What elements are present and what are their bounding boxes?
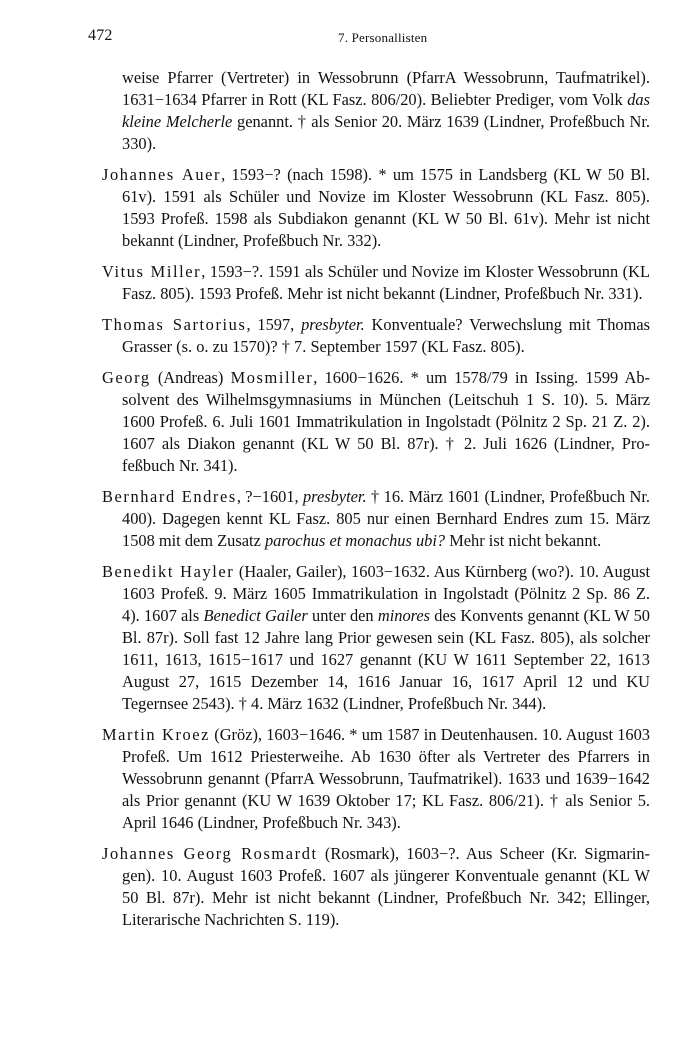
entry-text: (Rosmark), 1603−?. Aus Scheer (Kr. Sigmaringen). 10. August 1603 Profeß. 1607 als jüngerer Konventuale genannt (KL W 50 Bl. 87r). Mehr ist nicht bekannt (Lindner, Profeßbuch Nr. 342; Ellinger, Literarische Nachrichten S. 119). [122, 844, 650, 929]
person-name: Georg [102, 368, 151, 387]
entry-text: genannt. † als Senior 20. März 1639 (Lindner, Profeßbuch Nr. 330). [122, 112, 650, 153]
continuation-paragraph [102, 67, 650, 155]
person-name: Thomas Sartorius [102, 315, 247, 334]
entry-text: , 1593−?. 1591 als Schüler und Novize im Kloster Wessobrunn (KL Fasz. 805). 1593 Profeß. Mehr ist nicht bekannt (Lindner, Profeßbuch Nr. 331). [122, 262, 650, 303]
list-item [102, 561, 650, 715]
person-name: Bernhard Endres [102, 487, 237, 506]
list-item [102, 314, 650, 358]
list-item [102, 164, 650, 252]
person-name: Benedikt Hayler [102, 562, 235, 581]
person-name: Vitus Miller [102, 262, 202, 281]
person-name: Martin Kroez [102, 725, 211, 744]
italic-text: Benedict Gailer [203, 606, 308, 625]
italic-text: das kleine Melcherle [122, 90, 650, 131]
entry-text: weise Pfarrer (Vertreter) in Wessobrunn (PfarrA Wessobrunn, Taufmatrikel). 1631−1634 Pfarrer in Rott (KL Fasz. 806/20). Beliebter Prediger, vom Volk [122, 68, 650, 109]
person-name: Mosmiller [230, 368, 314, 387]
text-block [102, 67, 650, 940]
list-item [102, 261, 650, 305]
list-item [102, 843, 650, 931]
entry-text: (Gröz), 1603−1646. * um 1587 in Deutenhausen. 10. August 1603 Profeß. Um 1612 Priesterweihe. Ab 1630 öfter als Vertreter des Pfarrers in Wessobrunn genannt (PfarrA Wessobrunn, Taufmatrikel). 1633 und 1639−1642 als Prior genannt (KU W 1639 Oktober 17; KL Fasz. 806/21). † als Senior 5. April 1646 (Lindner, Profeßbuch Nr. 343). [122, 725, 650, 832]
entry-text: , ?−1601, [236, 487, 303, 506]
entry-text: , 1600−1626. * um 1578/79 in Issing. 1599 Absolvent des Wilhelmsgymnasiums in München (Leitschuh 1 S. 10). 5. März 1600 Profeß. 6. Juli 1601 Immatrikulation in Ingolstadt (Pölnitz 2 Sp. 21 Z. 2). 1607 als Diakon genannt (KL W 50 Bl. 87r). † 2. Juli 1626 (Lindner, Profeßbuch Nr. 341). [122, 368, 650, 475]
italic-text: presbyter. [301, 315, 365, 334]
entry-text: Konventuale? Verwechslung mit Thomas Grasser (s. o. zu 1570)? † 7. September 1597 (KL Fasz. 805). [122, 315, 651, 356]
entry-text: (Haaler, Gailer), 1603−1632. Aus Kürnberg (wo?). 10. August 1603 Profeß. 9. März 1605 Immatrikulation in Ingolstadt (Pölnitz 2 Sp. 86 Z. 4). 1607 als [122, 562, 650, 625]
running-title: 7. Personallisten [338, 30, 428, 45]
list-item [102, 724, 650, 834]
italic-text: presbyter. [302, 487, 367, 506]
list-item [102, 367, 650, 477]
entry-text: , 1597, [246, 315, 302, 334]
italic-text: parochus et monachus ubi? [264, 531, 446, 550]
italic-text: minores [377, 606, 431, 625]
entry-text: (Andreas) [150, 368, 231, 387]
entry-text: † 16. März 1601 (Lindner, Profeßbuch Nr. 400). Dagegen kennt KL Fasz. 805 nur einen Bernhard Endres zum 15. März 1508 mit dem Zusatz [122, 487, 650, 550]
page-number: 472 [88, 27, 113, 44]
entry-text: Mehr ist nicht bekannt. [445, 531, 602, 550]
person-name: Johannes Auer [102, 165, 222, 184]
list-item [102, 486, 650, 552]
entry-text: , 1593−? (nach 1598). * um 1575 in Landsberg (KL W 50 Bl. 61v). 1591 als Schüler und Novize im Kloster Wessobrunn (KL Fasz. 805). 1593 Profeß. 1598 als Subdiakon genannt (KL W 50 Bl. 61v). Mehr ist nicht bekannt (Lindner, Profeßbuch Nr. 332). [122, 165, 650, 250]
entry-text: des Konvents genannt (KL W 50 Bl. 87r). Soll fast 12 Jahre lang Prior gewesen sein (KL Fasz. 805), als solcher 1611, 1613, 1615−1617 und 1627 genannt (KU W 1611 September 22, 1613 August 27, 1615 Dezember 14, 1616 Januar 16, 1617 April 12 und KU Tegernsee 2543). † 4. März 1632 (Lindner, Profeßbuch Nr. 344). [122, 606, 650, 713]
entry-text: unter den [307, 606, 378, 625]
person-name: Johannes Georg Rosmardt [102, 844, 318, 863]
